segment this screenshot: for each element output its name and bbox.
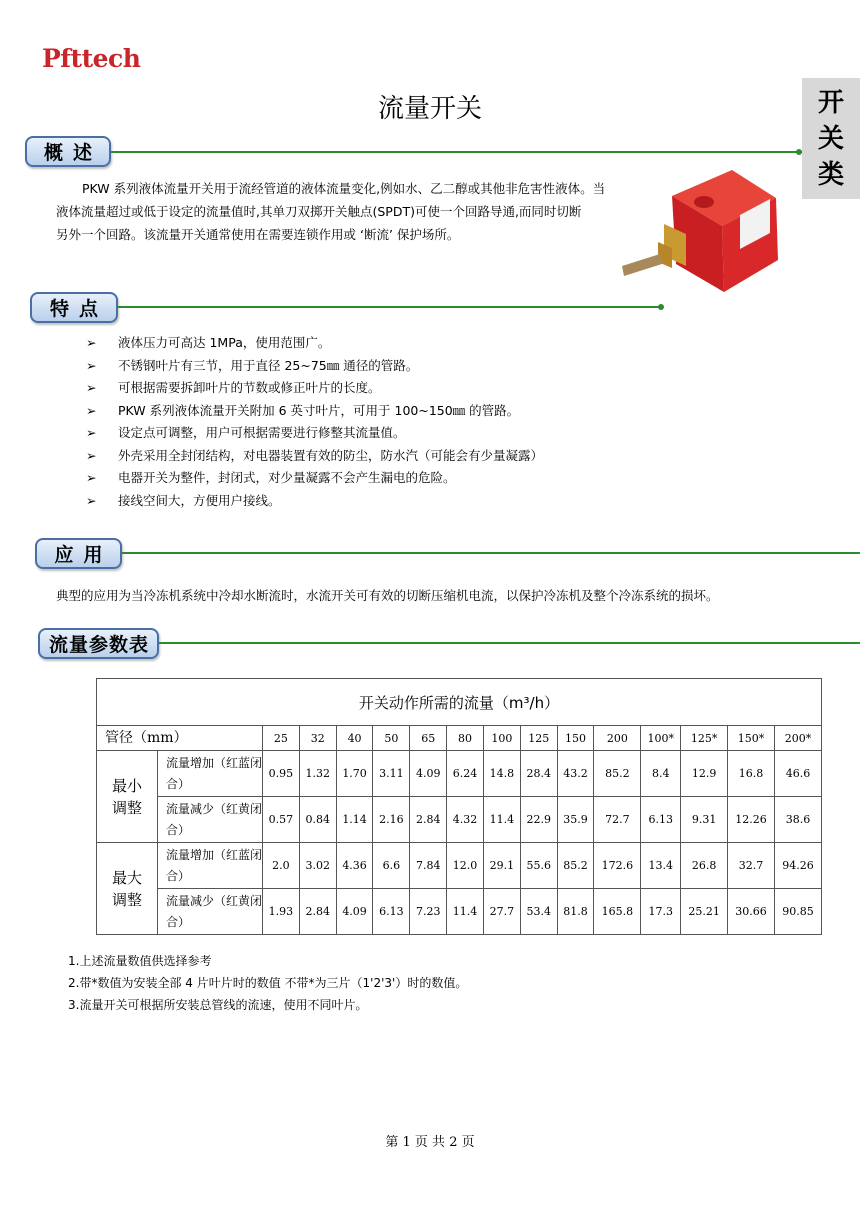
list-item	[86, 490, 543, 513]
table-cell: 2.84	[299, 889, 336, 935]
section-params-badge: 流量参数表	[38, 628, 159, 659]
list-item	[86, 355, 543, 378]
column-header: 25	[263, 726, 300, 751]
table-cell: 6.6	[373, 843, 410, 889]
table-cell: 29.1	[483, 843, 520, 889]
table-cell: 1.70	[336, 751, 373, 797]
section-params-header	[38, 628, 159, 659]
table-row	[97, 889, 822, 935]
bullet-arrow-icon: ➢	[86, 492, 97, 508]
table-cell: 3.11	[373, 751, 410, 797]
adjustment-group-label: 最小调整	[97, 751, 158, 843]
category-side-tab	[802, 78, 860, 199]
list-item	[86, 377, 543, 400]
table-cell: 4.32	[447, 797, 484, 843]
table-cell: 3.02	[299, 843, 336, 889]
brand-logo: Pfttech	[42, 44, 141, 73]
table-cell: 22.9	[520, 797, 557, 843]
table-cell: 0.84	[299, 797, 336, 843]
table-cell: 25.21	[681, 889, 728, 935]
note-item: 1.上述流量数值供选择参考	[68, 954, 212, 968]
column-header: 125*	[681, 726, 728, 751]
bullet-arrow-icon: ➢	[86, 470, 97, 485]
section-application-header	[35, 538, 122, 569]
table-cell: 17.3	[641, 889, 681, 935]
side-tab-char: 关	[817, 123, 844, 154]
note-item: 2.带*数值为安装全部 4 片叶片时的数值 不带*为三片（1'2'3'）时的数值。	[68, 976, 468, 990]
flow-parameter-table	[96, 678, 822, 935]
divider-end-dot	[658, 304, 664, 310]
section-divider	[159, 642, 860, 644]
table-cell: 43.2	[557, 751, 594, 797]
column-header: 65	[410, 726, 447, 751]
bullet-arrow-icon: ➢	[86, 402, 97, 418]
overview-line: 另外一个回路。该流量开关通常使用在需要连锁作用或 ‘断流’ 保护场所。	[56, 227, 460, 242]
flow-direction-label: 流量减少（红黄闭合）	[158, 889, 263, 935]
table-cell: 72.7	[594, 797, 641, 843]
table-notes	[68, 950, 467, 1016]
list-item	[86, 422, 543, 445]
table-cell: 11.4	[447, 889, 484, 935]
table-cell: 12.0	[447, 843, 484, 889]
side-tab-char: 开	[817, 87, 844, 118]
adjustment-group-label: 最大调整	[97, 843, 158, 935]
table-cell: 12.9	[681, 751, 728, 797]
table-cell: 7.84	[410, 843, 447, 889]
feature-text: 接线空间大，方便用户接线。	[118, 492, 281, 508]
column-header: 125	[520, 726, 557, 751]
page-number-footer: 第 1 页 共 2 页	[385, 1135, 475, 1150]
bullet-arrow-icon: ➢	[86, 380, 97, 395]
page-title: 流量开关	[377, 94, 482, 124]
table-cell: 12.26	[728, 797, 775, 843]
table-cell: 9.31	[681, 797, 728, 843]
table-cell: 4.36	[336, 843, 373, 889]
section-divider	[118, 306, 663, 308]
table-cell: 165.8	[594, 889, 641, 935]
column-header: 32	[299, 726, 336, 751]
table-cell: 4.09	[336, 889, 373, 935]
bullet-arrow-icon: ➢	[86, 335, 97, 350]
column-header: 80	[447, 726, 484, 751]
table-row	[97, 843, 822, 889]
divider-end-dot	[796, 149, 802, 155]
section-overview-badge: 概述	[25, 136, 111, 167]
table-cell: 1.93	[263, 889, 300, 935]
table-cell: 90.85	[774, 889, 821, 935]
table-cell: 30.66	[728, 889, 775, 935]
table-cell: 6.13	[641, 797, 681, 843]
table-cell: 2.0	[263, 843, 300, 889]
table-cell: 8.4	[641, 751, 681, 797]
list-item	[86, 332, 543, 355]
table-cell: 2.84	[410, 797, 447, 843]
overview-line: PKW 系列液体流量开关用于流经管道的液体流量变化,例如水、乙二醇或其他非危害性液体。当	[82, 181, 606, 196]
table-cell: 85.2	[594, 751, 641, 797]
flow-direction-label: 流量减少（红黄闭合）	[158, 797, 263, 843]
section-features-header	[30, 292, 118, 323]
table-cell: 16.8	[728, 751, 775, 797]
overview-line: 液体流量超过或低于设定的流量值时,其单刀双掷开关触点(SPDT)可使一个回路导通,而同时切断	[56, 204, 582, 219]
table-cell: 1.14	[336, 797, 373, 843]
column-header: 40	[336, 726, 373, 751]
table-row	[97, 751, 822, 797]
table-cell: 13.4	[641, 843, 681, 889]
overview-paragraph	[56, 177, 626, 246]
list-item	[86, 467, 543, 490]
feature-text: PKW 系列液体流量开关附加 6 英寸叶片，可用于 100~150㎜ 的管路。	[118, 402, 520, 418]
note-item: 3.流量开关可根据所安装总管线的流速，使用不同叶片。	[68, 998, 368, 1012]
list-item	[86, 400, 543, 423]
feature-text: 电器开关为整件，封闭式，对少量凝露不会产生漏电的危险。	[118, 470, 456, 485]
column-header: 150*	[728, 726, 775, 751]
side-tab-char: 类	[817, 159, 844, 190]
table-cell: 32.7	[728, 843, 775, 889]
feature-text: 液体压力可高达 1MPa，使用范围广。	[118, 335, 331, 350]
features-list	[86, 332, 543, 512]
table-cell: 1.32	[299, 751, 336, 797]
table-cell: 6.13	[373, 889, 410, 935]
flow-direction-label: 流量增加（红蓝闭合）	[158, 751, 263, 797]
table-cell: 0.57	[263, 797, 300, 843]
table-cell: 11.4	[483, 797, 520, 843]
flow-switch-product-image	[614, 160, 794, 300]
list-item	[86, 445, 543, 468]
pipe-diameter-header: 管径（mm）	[97, 726, 263, 751]
column-header: 100*	[641, 726, 681, 751]
feature-text: 不锈钢叶片有三节，用于直径 25~75㎜ 通径的管路。	[118, 357, 419, 373]
section-divider	[122, 552, 860, 554]
table-cell: 0.95	[263, 751, 300, 797]
table-cell: 85.2	[557, 843, 594, 889]
table-cell: 94.26	[774, 843, 821, 889]
table-header-row	[97, 726, 822, 751]
table-cell: 55.6	[520, 843, 557, 889]
table-cell: 46.6	[774, 751, 821, 797]
table-cell: 6.24	[447, 751, 484, 797]
table-cell: 35.9	[557, 797, 594, 843]
table-cell: 26.8	[681, 843, 728, 889]
flow-direction-label: 流量增加（红蓝闭合）	[158, 843, 263, 889]
bullet-arrow-icon: ➢	[86, 357, 97, 373]
feature-text: 可根据需要拆卸叶片的节数或修正叶片的长度。	[118, 380, 381, 395]
feature-text: 外壳采用全封闭结构，对电器装置有效的防尘，防水汽（可能会有少量凝露）	[118, 447, 544, 463]
table-cell: 27.7	[483, 889, 520, 935]
feature-text: 设定点可调整，用户可根据需要进行修整其流量值。	[118, 425, 406, 440]
table-caption: 开关动作所需的流量（m³/h）	[97, 679, 822, 726]
column-header: 100	[483, 726, 520, 751]
table-cell: 53.4	[520, 889, 557, 935]
table-cell: 2.16	[373, 797, 410, 843]
section-divider	[111, 151, 802, 153]
table-cell: 4.09	[410, 751, 447, 797]
bullet-arrow-icon: ➢	[86, 447, 97, 463]
table-cell: 14.8	[483, 751, 520, 797]
table-cell: 38.6	[774, 797, 821, 843]
table-cell: 7.23	[410, 889, 447, 935]
table-cell: 81.8	[557, 889, 594, 935]
column-header: 50	[373, 726, 410, 751]
column-header: 200*	[774, 726, 821, 751]
column-header: 150	[557, 726, 594, 751]
section-features-badge: 特点	[30, 292, 118, 323]
table-row	[97, 797, 822, 843]
table-cell: 28.4	[520, 751, 557, 797]
application-paragraph: 典型的应用为当冷冻机系统中冷却水断流时，水流开关可有效的切断压缩机电流，以保护冷冻机及整个冷冻系统的损坏。	[56, 588, 719, 603]
column-header: 200	[594, 726, 641, 751]
bullet-arrow-icon: ➢	[86, 425, 97, 440]
section-application-badge: 应用	[35, 538, 122, 569]
table-cell: 172.6	[594, 843, 641, 889]
section-overview-header	[25, 136, 111, 167]
